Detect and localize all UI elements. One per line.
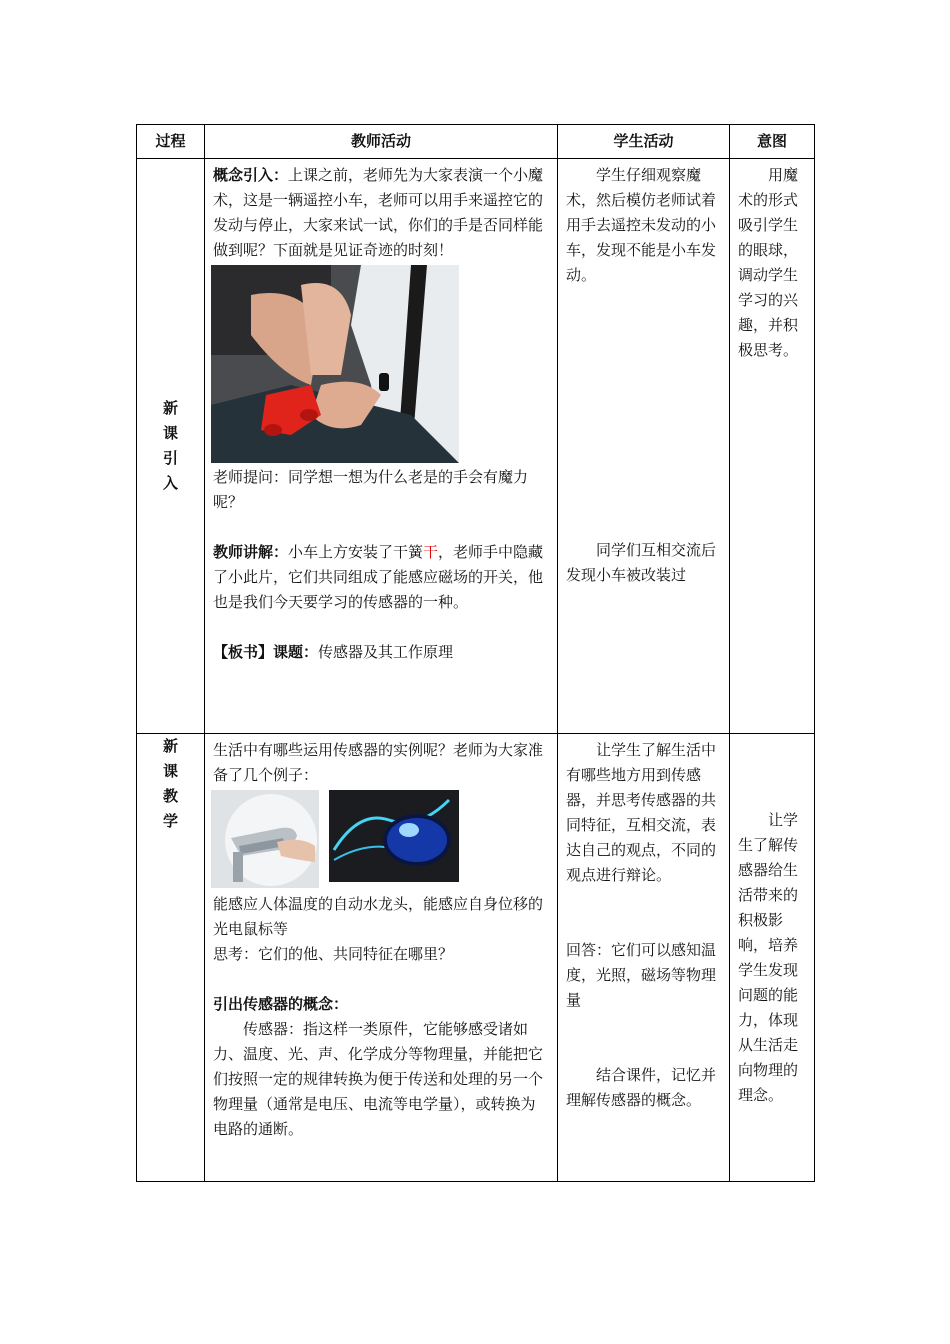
intent-intro — [730, 159, 815, 734]
concept-label: 引出传感器的概念： — [213, 995, 349, 1013]
teach-lead: 生活中有哪些运用传感器的实例呢？老师为大家准备了几个例子： — [213, 741, 544, 784]
intent-teach — [730, 734, 815, 1182]
explain-paragraph — [213, 540, 549, 615]
board-text: 传感器及其工作原理 — [318, 643, 454, 661]
stage-char: 新 — [162, 737, 178, 755]
intro-label: 概念引入： — [213, 166, 289, 184]
sensor-definition: 传感器：指这样一类原件，它能够感受诸如力、温度、光、声、化学成分等物理量，并能把它们按照一定的规律转换为便于传送和处理的另一个物理量（通常是电压、电流等电学量），或转换为电路的通断。 — [213, 1020, 544, 1138]
stage-char: 课 — [162, 762, 178, 780]
explain-red-char: 干 — [423, 543, 439, 561]
header-student: 学生活动 — [558, 125, 730, 159]
student-text-explore: 让学生了解生活中有哪些地方用到传感器，并思考传感器的共同特征，互相交流，表达自己的观点，不同的观点进行辩论。 — [566, 741, 717, 884]
explain-text-a: 小车上方安装了干簧 — [288, 543, 424, 561]
student-text-discuss: 同学们互相交流后发现小车被改装过 — [566, 541, 717, 584]
header-row — [137, 125, 815, 159]
teacher-question: 老师提问：同学想一想为什么老是的手会有魔力呢？ — [213, 468, 529, 511]
intent-text-teach: 让学生了解传感器给生活带来的积极影响，培养学生发现问题的能力，体现从生活走向物理的理念。 — [738, 810, 799, 1104]
stage-char: 新 — [162, 399, 178, 417]
stage-char: 引 — [162, 449, 178, 467]
teacher-activity-intro — [205, 159, 558, 734]
section-teach-row — [137, 734, 815, 1182]
intent-text-intro: 用魔术的形式吸引学生的眼球，调动学生学习的兴趣，并积极思考。 — [738, 166, 799, 359]
intro-paragraph — [213, 163, 549, 263]
explain-label: 教师讲解： — [213, 543, 289, 561]
header-teacher: 教师活动 — [205, 125, 558, 159]
header-intent: 意图 — [730, 125, 815, 159]
student-activity-intro — [558, 159, 730, 734]
student-text-answer: 回答：它们可以感知温度，光照，磁场等物理量 — [566, 941, 717, 1009]
teach-examples: 能感应人体温度的自动水龙头，能感应自身位移的光电鼠标等 — [213, 895, 544, 938]
example-photos — [211, 790, 549, 888]
magic-car-photo — [211, 265, 459, 463]
stage-char: 入 — [162, 474, 178, 492]
stage-teach — [137, 734, 205, 1182]
stage-char: 教 — [162, 787, 178, 805]
lesson-plan-table — [136, 124, 815, 1182]
teach-think: 思考：它们的他、共同特征在哪里？ — [213, 945, 454, 963]
board-label: 【板书】课题： — [213, 643, 319, 661]
student-text-observe: 学生仔细观察魔术，然后模仿老师试着用手去遥控未发动的小车，发现不能是小车发动。 — [566, 166, 717, 284]
section-intro-row — [137, 159, 815, 734]
stage-char: 学 — [162, 812, 178, 830]
board-paragraph — [213, 640, 549, 665]
auto-faucet-photo — [211, 790, 319, 888]
student-activity-teach — [558, 734, 730, 1182]
explain-text-b: ，老师手中隐藏了小此片，它们共同组成了能感应磁场的开关，他也是我们今天要学习的传感器的一种。 — [213, 543, 544, 611]
intro-text: 上课之前，老师先为大家表演一个小魔术，这是一辆遥控小车，老师可以用手来遥控它的发动与停止，大家来试一试，你们的手是否同样能做到呢？下面就是见证奇迹的时刻！ — [213, 166, 544, 259]
stage-intro — [137, 159, 205, 734]
student-text-memorize: 结合课件，记忆并理解传感器的概念。 — [566, 1066, 717, 1109]
header-process: 过程 — [137, 125, 205, 159]
optical-mouse-photo — [329, 790, 459, 882]
teacher-activity-teach — [205, 734, 558, 1182]
stage-char: 课 — [162, 424, 178, 442]
